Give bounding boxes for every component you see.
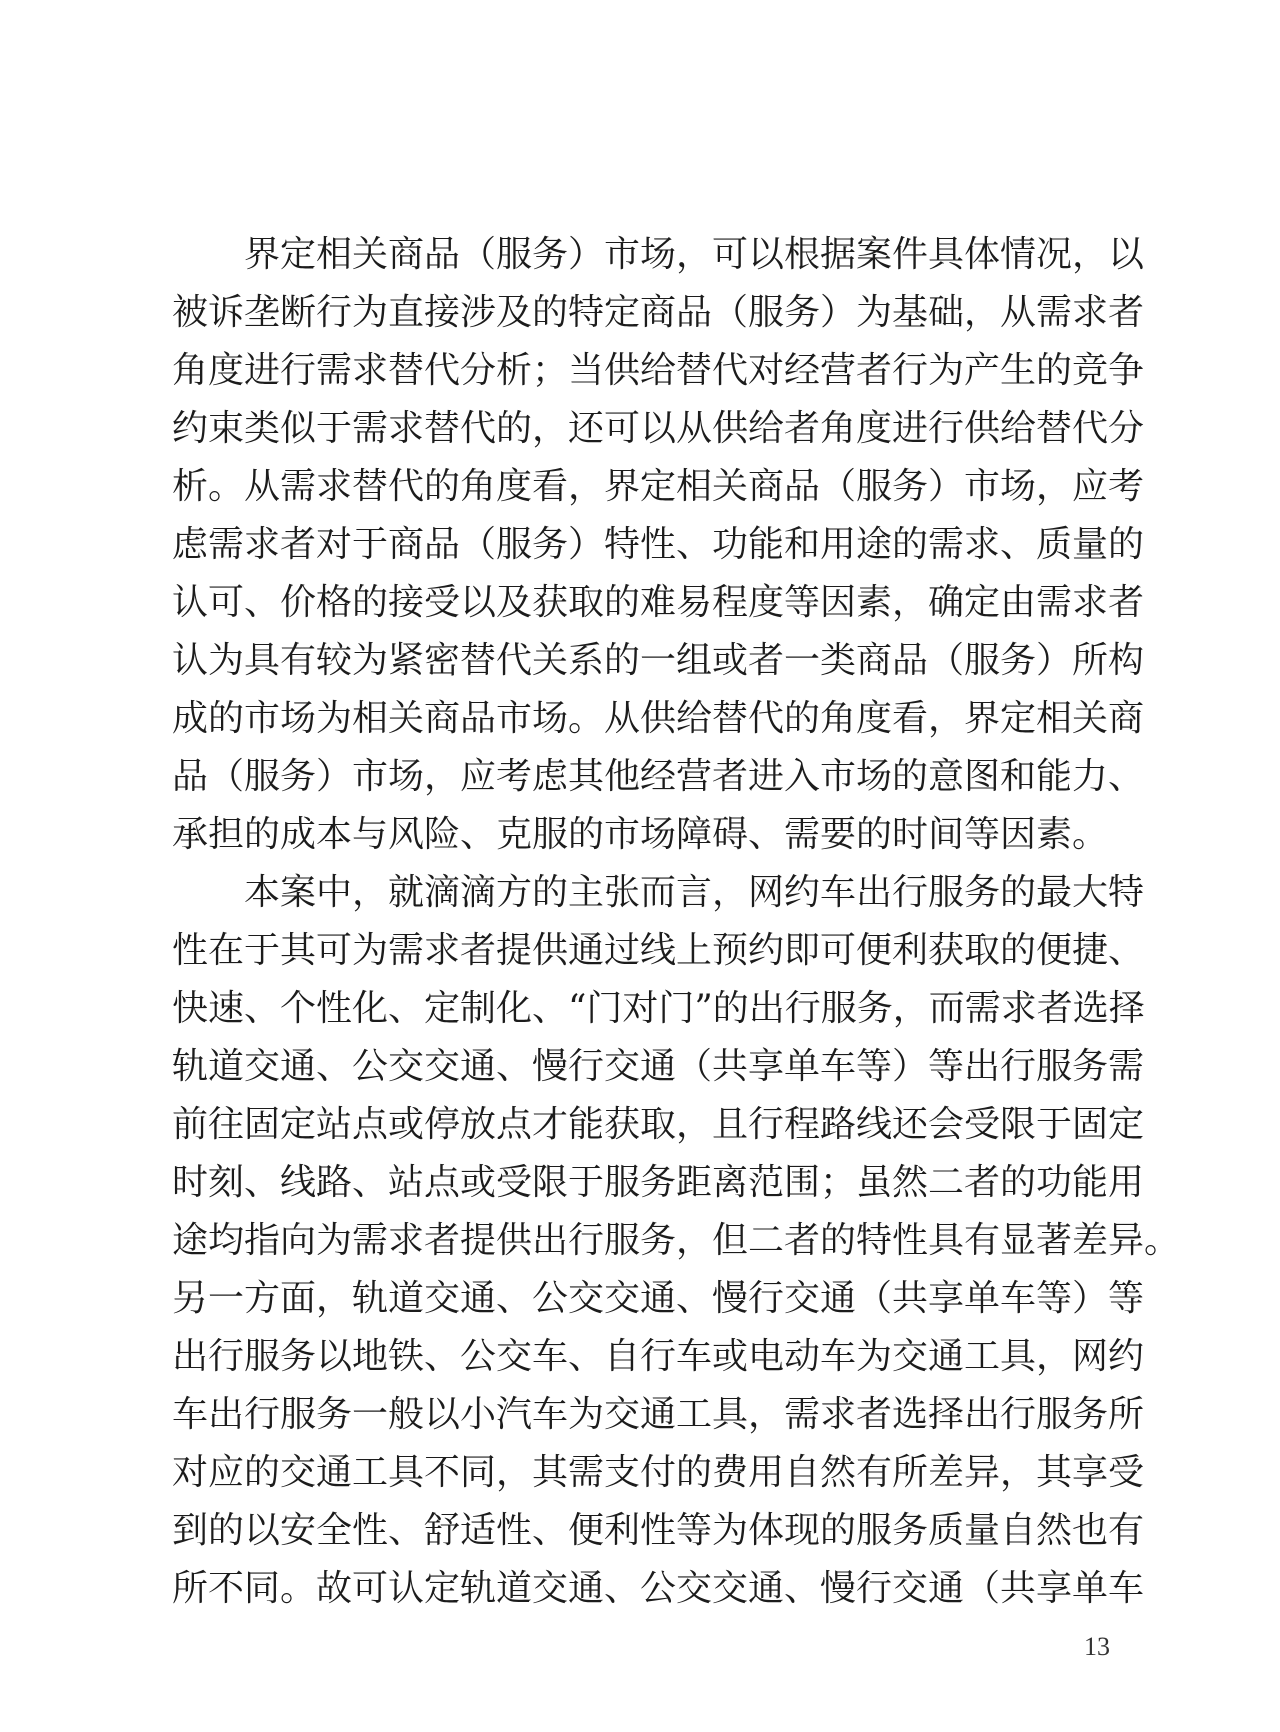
page-number: 13 <box>1084 1632 1110 1661</box>
paragraph-1-line-3: 角度进行需求替代分析；当供给替代对经营者行为产生的竞争 <box>172 350 1145 391</box>
paragraph-1-line-2: 被诉垄断行为直接涉及的特定商品（服务）为基础，从需求者 <box>172 292 1145 333</box>
paragraph-2-line-7: 途均指向为需求者提供出行服务，但二者的特性具有显著差异。 <box>172 1220 1181 1261</box>
paragraph-2-line-4: 轨道交通、公交交通、慢行交通（共享单车等）等出行服务需 <box>172 1046 1145 1087</box>
paragraph-1-line-8: 认为具有较为紧密替代关系的一组或者一类商品（服务）所构 <box>172 640 1145 681</box>
paragraph-2-line-10: 车出行服务一般以小汽车为交通工具，需求者选择出行服务所 <box>172 1394 1145 1435</box>
paragraph-1-line-1: 界定相关商品（服务）市场，可以根据案件具体情况，以 <box>244 234 1145 275</box>
paragraph-2-line-11: 对应的交通工具不同，其需支付的费用自然有所差异，其享受 <box>172 1452 1145 1493</box>
paragraph-1-line-11: 承担的成本与风险、克服的市场障碍、需要的时间等因素。 <box>172 814 1109 855</box>
paragraph-2-line-2: 性在于其可为需求者提供通过线上预约即可便利获取的便捷、 <box>172 930 1145 971</box>
paragraph-1-line-9: 成的市场为相关商品市场。从供给替代的角度看，界定相关商 <box>172 698 1145 739</box>
body-text <box>172 226 1181 1618</box>
paragraph-1-line-4: 约束类似于需求替代的，还可以从供给者角度进行供给替代分 <box>172 408 1145 449</box>
paragraph-2-line-12: 到的以安全性、舒适性、便利性等为体现的服务质量自然也有 <box>172 1510 1145 1551</box>
paragraph-1-line-6: 虑需求者对于商品（服务）特性、功能和用途的需求、质量的 <box>172 524 1145 565</box>
paragraph-2-line-13: 所不同。故可认定轨道交通、公交交通、慢行交通（共享单车 <box>172 1568 1145 1609</box>
paragraph-2-line-6: 时刻、线路、站点或受限于服务距离范围；虽然二者的功能用 <box>172 1162 1145 1203</box>
paragraph-2-line-1: 本案中，就滴滴方的主张而言，网约车出行服务的最大特 <box>244 872 1145 913</box>
paragraph-1-line-7: 认可、价格的接受以及获取的难易程度等因素，确定由需求者 <box>172 582 1145 623</box>
paragraph-1-line-5: 析。从需求替代的角度看，界定相关商品（服务）市场，应考 <box>172 466 1145 507</box>
paragraph-2-line-8: 另一方面，轨道交通、公交交通、慢行交通（共享单车等）等 <box>172 1278 1145 1319</box>
paragraph-2-line-9: 出行服务以地铁、公交车、自行车或电动车为交通工具，网约 <box>172 1336 1145 1377</box>
paragraph-2-line-3: 快速、个性化、定制化、“门对门”的出行服务，而需求者选择 <box>172 988 1145 1029</box>
paragraph-1-line-10: 品（服务）市场，应考虑其他经营者进入市场的意图和能力、 <box>172 756 1145 797</box>
paragraph-2-line-5: 前往固定站点或停放点才能获取，且行程路线还会受限于固定 <box>172 1104 1145 1145</box>
